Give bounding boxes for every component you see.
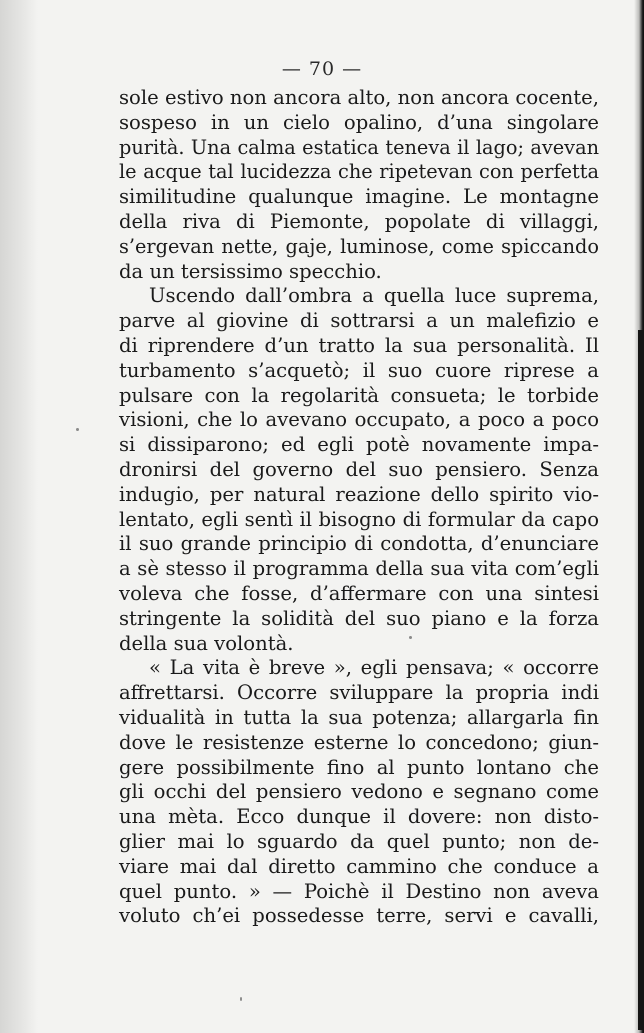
page-number: — 70 — (281, 58, 363, 80)
ink-speck (409, 636, 412, 639)
text-line: le acque tal lucidezza che ripetevan con perfetta (119, 160, 599, 184)
text-line: sospeso in un cielo opalino, d’una singolare (119, 110, 599, 134)
text-line: dove le resistenze esterne lo concedono; giun- (119, 730, 599, 754)
text-line: della riva di Piemonte, popolate di villaggi, (119, 209, 599, 233)
text-line: viare mai dal diretto cammino che conduce a (119, 854, 599, 878)
text-line: lentato, egli sentì il bisogno di formular da capo (119, 507, 599, 531)
text-line: voluto ch’ei possedesse terre, servi e cavalli, (119, 904, 599, 928)
text-line: si dissiparono; ed egli potè novamente impa- (119, 433, 599, 457)
text-line: parve al giovine di sottrarsi a un malefizio e (119, 309, 599, 333)
text-line: una mèta. Ecco dunque il dovere: non disto- (119, 805, 599, 829)
text-line: vidualità in tutta la sua potenza; allargarla fin (119, 705, 599, 729)
text-line: il suo grande principio di condotta, d’enunciare (119, 532, 599, 556)
text-line: visioni, che lo avevano occupato, a poco a poco (119, 408, 599, 432)
ink-speck (76, 428, 79, 431)
text-line: turbamento s’acquetò; il suo cuore riprese a (119, 358, 599, 382)
text-line: quel punto. » — Poichè il Destino non aveva (119, 879, 599, 903)
text-line: affrettarsi. Occorre sviluppare la propria indi (119, 681, 599, 705)
text-line: glier mai lo sguardo da quel punto; non de- (119, 829, 599, 853)
page-gutter-shadow (0, 0, 38, 1033)
text-line: di riprendere d’un tratto la sua personalità. Il (119, 333, 599, 357)
text-line: similitudine qualunque imagine. Le montagne (119, 185, 599, 209)
text-line: della sua volontà. (119, 631, 294, 655)
text-line: s’ergevan nette, gaje, luminose, come spiccando (119, 234, 599, 258)
page-body-text (119, 86, 599, 929)
text-line: dronirsi del governo del suo pensiero. Senza (119, 457, 599, 481)
page-edge-dark (638, 330, 644, 1030)
text-line: gere possibilmente fino al punto lontano che (119, 755, 599, 779)
text-line: « La vita è breve », egli pensava; « occorre (149, 656, 599, 680)
text-line: sole estivo non ancora alto, non ancora cocente, (119, 86, 599, 109)
ink-speck (240, 997, 242, 1001)
text-line: stringente la solidità del suo piano e la forza (119, 606, 599, 630)
text-line: a sè stesso il programma della sua vita com’egli (119, 557, 599, 581)
text-line: voleva che fosse, d’affermare con una sintesi (119, 581, 599, 605)
text-line: pulsare con la regolarità consueta; le torbide (119, 383, 599, 407)
text-line: da un tersissimo specchio. (119, 259, 382, 283)
text-line: purità. Una calma estatica teneva il lago; avevan (119, 135, 599, 159)
text-line: indugio, per natural reazione dello spirito vio- (119, 482, 599, 506)
text-line: Uscendo dall’ombra a quella luce suprema, (149, 284, 599, 308)
text-line: gli occhi del pensiero vedono e segnano come (119, 780, 599, 804)
